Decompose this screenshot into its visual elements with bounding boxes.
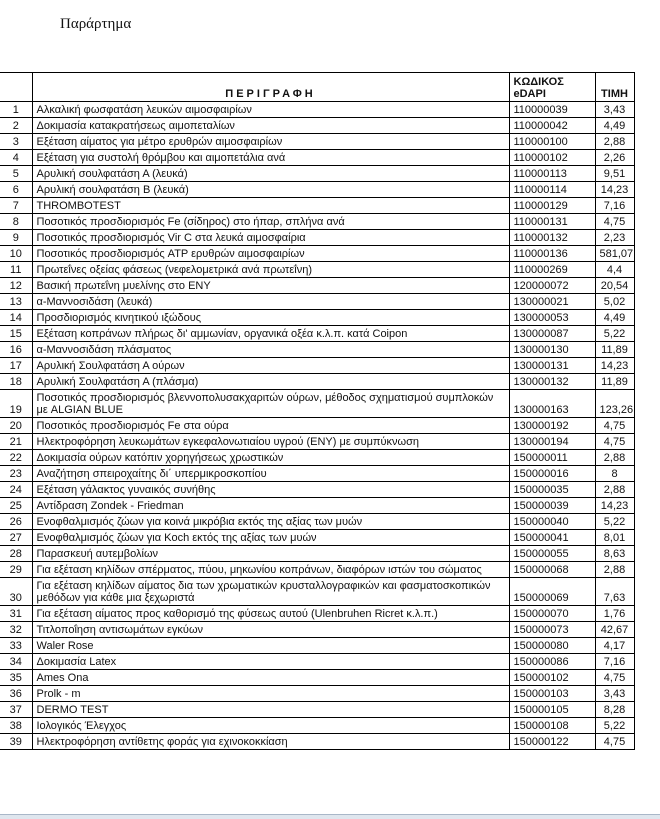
- row-code: 150000073: [509, 622, 595, 638]
- table-row: [0, 230, 634, 246]
- row-code: 110000114: [509, 182, 595, 198]
- row-price: 9,51: [595, 166, 634, 182]
- row-number: 10: [0, 246, 32, 262]
- row-code: 130000192: [509, 418, 595, 434]
- row-code: 150000041: [509, 530, 595, 546]
- row-description: Ποσοτικός προσδιορισμός Fe στα ούρα: [32, 418, 509, 434]
- row-number: 15: [0, 326, 32, 342]
- table-row: [0, 294, 634, 310]
- row-description: Prolk - m: [32, 686, 509, 702]
- row-number: 32: [0, 622, 32, 638]
- row-number: 39: [0, 734, 32, 750]
- table-row: [0, 342, 634, 358]
- row-description: Αναζήτηση σπειροχαίτης δι΄ υπερμικροσκοπίου: [32, 466, 509, 482]
- row-code: 150000039: [509, 498, 595, 514]
- table-row: [0, 102, 634, 118]
- row-description: Αρυλική σουλφατάση Β (λευκά): [32, 182, 509, 198]
- header-number: [0, 73, 32, 102]
- row-description: Ηλεκτροφόρηση λευκωμάτων εγκεφαλονωτιαίου υγρού (ΕΝΥ) με συμπύκνωση: [32, 434, 509, 450]
- table-row: [0, 118, 634, 134]
- table-row: [0, 374, 634, 390]
- table-row: [0, 482, 634, 498]
- document-title: Παράρτημα: [60, 16, 132, 32]
- table-row: [0, 278, 634, 294]
- header-code-line1: ΚΩΔΙΚΟΣ: [513, 76, 564, 88]
- row-number: 6: [0, 182, 32, 198]
- row-number: 20: [0, 418, 32, 434]
- row-price: 14,23: [595, 182, 634, 198]
- row-price: 20,54: [595, 278, 634, 294]
- row-number: 9: [0, 230, 32, 246]
- row-price: 11,89: [595, 342, 634, 358]
- table-row: [0, 498, 634, 514]
- row-description: Ποσοτικός προσδιορισμός Vir C στα λευκά αιμοσφαίρια: [32, 230, 509, 246]
- row-code: 110000113: [509, 166, 595, 182]
- row-price: 8,01: [595, 530, 634, 546]
- table-row: [0, 670, 634, 686]
- row-number: 28: [0, 546, 32, 562]
- row-price: 4,49: [595, 118, 634, 134]
- row-description: Waler Rose: [32, 638, 509, 654]
- row-price: 8,28: [595, 702, 634, 718]
- row-number: 19: [0, 390, 32, 418]
- row-code: 150000108: [509, 718, 595, 734]
- row-code: 110000102: [509, 150, 595, 166]
- table-row: [0, 546, 634, 562]
- row-description: Πρωτεΐνες οξείας φάσεως (νεφελομετρικά ανά πρωτεΐνη): [32, 262, 509, 278]
- row-description: Αντίδραση Zondek - Friedman: [32, 498, 509, 514]
- row-description: Εξέταση αίματος για μέτρο ερυθρών αιμοσφαιρίων: [32, 134, 509, 150]
- row-price: 4,75: [595, 734, 634, 750]
- row-price: 2,23: [595, 230, 634, 246]
- row-description: Παρασκευή αυτεμβολίων: [32, 546, 509, 562]
- row-number: 18: [0, 374, 32, 390]
- row-description: Ποσοτικός προσδιορισμός Fe (σίδηρος) στο ήπαρ, σπλήνα ανά: [32, 214, 509, 230]
- row-code: 150000068: [509, 562, 595, 578]
- row-code: 150000080: [509, 638, 595, 654]
- row-price: 7,16: [595, 654, 634, 670]
- row-number: 36: [0, 686, 32, 702]
- row-code: 110000132: [509, 230, 595, 246]
- row-price: 4,17: [595, 638, 634, 654]
- row-description: Τιτλοποΐηση αντισωμάτων εγκύων: [32, 622, 509, 638]
- row-description: Ηλεκτροφόρηση αντίθετης φοράς για εχινοκοκκίαση: [32, 734, 509, 750]
- row-code: 150000122: [509, 734, 595, 750]
- row-number: 1: [0, 102, 32, 118]
- row-code: 110000136: [509, 246, 595, 262]
- row-number: 12: [0, 278, 32, 294]
- row-number: 8: [0, 214, 32, 230]
- row-code: 150000011: [509, 450, 595, 466]
- row-code: 130000053: [509, 310, 595, 326]
- row-description: Αρυλική σουλφατάση Α (λευκά): [32, 166, 509, 182]
- table-row: [0, 198, 634, 214]
- row-description: Ενοφθαλμισμός ζώων για Koch εκτός της αξίας των μυών: [32, 530, 509, 546]
- row-description: THROMBOTEST: [32, 198, 509, 214]
- row-price: 2,88: [595, 134, 634, 150]
- table-row: [0, 418, 634, 434]
- row-code: 130000132: [509, 374, 595, 390]
- row-code: 150000105: [509, 702, 595, 718]
- row-description: Για εξέταση κηλίδων αίματος δια των χρωματικών κρυσταλλογραφικών και φασματοσκοπικών μεθόδων για κάθε μια ξεχωριστά: [32, 578, 509, 606]
- row-number: 26: [0, 514, 32, 530]
- row-description: Εξέταση για συστολή θρόμβου και αιμοπετάλια ανά: [32, 150, 509, 166]
- table-row: [0, 150, 634, 166]
- row-number: 38: [0, 718, 32, 734]
- row-code: 130000021: [509, 294, 595, 310]
- row-description: Ιολογικός Έλεγχος: [32, 718, 509, 734]
- row-price: 7,16: [595, 198, 634, 214]
- row-price: 5,02: [595, 294, 634, 310]
- row-price: 7,63: [595, 578, 634, 606]
- table-row: [0, 638, 634, 654]
- table-row: [0, 622, 634, 638]
- table-row: [0, 606, 634, 622]
- row-price: 14,23: [595, 498, 634, 514]
- row-code: 110000100: [509, 134, 595, 150]
- row-code: 130000163: [509, 390, 595, 418]
- row-code: 110000039: [509, 102, 595, 118]
- row-code: 130000087: [509, 326, 595, 342]
- viewport-bottom-edge: [0, 814, 660, 819]
- row-price: 5,22: [595, 514, 634, 530]
- table-row: [0, 246, 634, 262]
- row-code: 150000016: [509, 466, 595, 482]
- row-description: α-Μαννοσιδάση (λευκά): [32, 294, 509, 310]
- row-number: 24: [0, 482, 32, 498]
- row-code: 150000086: [509, 654, 595, 670]
- row-number: 23: [0, 466, 32, 482]
- row-description: Ενοφθαλμισμός ζώων για κοινά μικρόβια εκτός της αξίας των μυών: [32, 514, 509, 530]
- table-row: [0, 702, 634, 718]
- row-number: 29: [0, 562, 32, 578]
- table-body: [0, 102, 634, 750]
- row-price: 4,75: [595, 434, 634, 450]
- row-number: 4: [0, 150, 32, 166]
- row-code: 110000269: [509, 262, 595, 278]
- table-header-row: [0, 73, 634, 102]
- row-price: 5,22: [595, 718, 634, 734]
- row-price: 42,67: [595, 622, 634, 638]
- row-price: 11,89: [595, 374, 634, 390]
- table-row: [0, 578, 634, 606]
- row-price: 123,26: [595, 390, 634, 418]
- row-price: 8: [595, 466, 634, 482]
- row-number: 3: [0, 134, 32, 150]
- table-row: [0, 686, 634, 702]
- row-price: 4,75: [595, 418, 634, 434]
- row-price: 14,23: [595, 358, 634, 374]
- row-number: 22: [0, 450, 32, 466]
- row-code: 150000069: [509, 578, 595, 606]
- row-code: 150000103: [509, 686, 595, 702]
- row-price: 3,43: [595, 102, 634, 118]
- table-row: [0, 166, 634, 182]
- row-number: 11: [0, 262, 32, 278]
- row-number: 2: [0, 118, 32, 134]
- row-code: 130000131: [509, 358, 595, 374]
- row-code: 110000042: [509, 118, 595, 134]
- row-price: 8,63: [595, 546, 634, 562]
- row-number: 16: [0, 342, 32, 358]
- row-number: 31: [0, 606, 32, 622]
- row-description: Αρυλική Σουλφατάση Α ούρων: [32, 358, 509, 374]
- row-number: 14: [0, 310, 32, 326]
- row-code: 110000131: [509, 214, 595, 230]
- row-description: Για εξέταση κηλίδων σπέρματος, πύου, μηκωνίου κοπράνων, διαφόρων ιστών του σώματος: [32, 562, 509, 578]
- row-price: 581,07: [595, 246, 634, 262]
- row-description: Δοκιμασία Latex: [32, 654, 509, 670]
- row-description: Ποσοτικός προσδιορισμός βλεννοπολυσακχαριτών ούρων, μέθοδος σχηματισμού συμπλοκών με ALGIAN BLUE: [32, 390, 509, 418]
- table-row: [0, 530, 634, 546]
- row-number: 33: [0, 638, 32, 654]
- row-description: DERMO TEST: [32, 702, 509, 718]
- row-description: Αρυλική Σουλφατάση Α (πλάσμα): [32, 374, 509, 390]
- table-row: [0, 450, 634, 466]
- header-price: ΤΙΜΗ: [595, 73, 634, 102]
- row-description: Εξέταση γάλακτος γυναικός συνήθης: [32, 482, 509, 498]
- table-row: [0, 262, 634, 278]
- row-number: 34: [0, 654, 32, 670]
- row-description: Εξέταση κοπράνων πλήρως δι' αμμωνίαν, οργανικά οξέα κ.λ.π. κατά Coipon: [32, 326, 509, 342]
- header-code-line2: eDAPI: [513, 88, 546, 100]
- row-code: 150000040: [509, 514, 595, 530]
- row-price: 2,26: [595, 150, 634, 166]
- header-description: ΠΕΡΙΓΡΑΦΗ: [32, 73, 509, 102]
- row-number: 5: [0, 166, 32, 182]
- row-description: Για εξέταση αίματος προς καθορισμό της φύσεως αυτού (Ulenbruhen Ricret κ.λ.π.): [32, 606, 509, 622]
- table-row: [0, 434, 634, 450]
- table-row: [0, 182, 634, 198]
- row-number: 27: [0, 530, 32, 546]
- row-price: 4,49: [595, 310, 634, 326]
- row-price: 2,88: [595, 450, 634, 466]
- row-code: 150000055: [509, 546, 595, 562]
- row-number: 17: [0, 358, 32, 374]
- row-price: 2,88: [595, 562, 634, 578]
- table-row: [0, 734, 634, 750]
- table-row: [0, 310, 634, 326]
- row-description: α-Μαννοσιδάση πλάσματος: [32, 342, 509, 358]
- row-number: 25: [0, 498, 32, 514]
- row-description: Προσδιορισμός κινητικού ιξώδους: [32, 310, 509, 326]
- row-price: 5,22: [595, 326, 634, 342]
- table-row: [0, 466, 634, 482]
- row-code: 110000129: [509, 198, 595, 214]
- row-code: 130000130: [509, 342, 595, 358]
- price-table: [0, 72, 635, 750]
- row-number: 30: [0, 578, 32, 606]
- row-number: 21: [0, 434, 32, 450]
- row-code: 120000072: [509, 278, 595, 294]
- row-price: 3,43: [595, 686, 634, 702]
- table-row: [0, 134, 634, 150]
- table-row: [0, 390, 634, 418]
- table-row: [0, 214, 634, 230]
- row-price: 4,75: [595, 214, 634, 230]
- table-row: [0, 358, 634, 374]
- row-price: 1,76: [595, 606, 634, 622]
- row-description: Αλκαλική φωσφατάση λευκών αιμοσφαιρίων: [32, 102, 509, 118]
- row-price: 4,4: [595, 262, 634, 278]
- row-code: 150000102: [509, 670, 595, 686]
- header-code: [509, 73, 595, 102]
- table-row: [0, 326, 634, 342]
- row-number: 13: [0, 294, 32, 310]
- row-price: 2,88: [595, 482, 634, 498]
- table-row: [0, 654, 634, 670]
- row-description: Δοκιμασία κατακρατήσεως αιμοπεταλίων: [32, 118, 509, 134]
- row-description: Βασική πρωτεΐνη μυελίνης στο ΕΝΥ: [32, 278, 509, 294]
- row-description: Δοκιμασία ούρων κατόπιν χορηγήσεως χρωστικών: [32, 450, 509, 466]
- table-row: [0, 562, 634, 578]
- row-code: 130000194: [509, 434, 595, 450]
- row-price: 4,75: [595, 670, 634, 686]
- row-number: 7: [0, 198, 32, 214]
- table-row: [0, 514, 634, 530]
- row-description: Ποσοτικός προσδιορισμός ATP ερυθρών αιμοσφαιρίων: [32, 246, 509, 262]
- table-row: [0, 718, 634, 734]
- row-code: 150000070: [509, 606, 595, 622]
- row-description: Ames Ona: [32, 670, 509, 686]
- row-number: 37: [0, 702, 32, 718]
- row-code: 150000035: [509, 482, 595, 498]
- row-number: 35: [0, 670, 32, 686]
